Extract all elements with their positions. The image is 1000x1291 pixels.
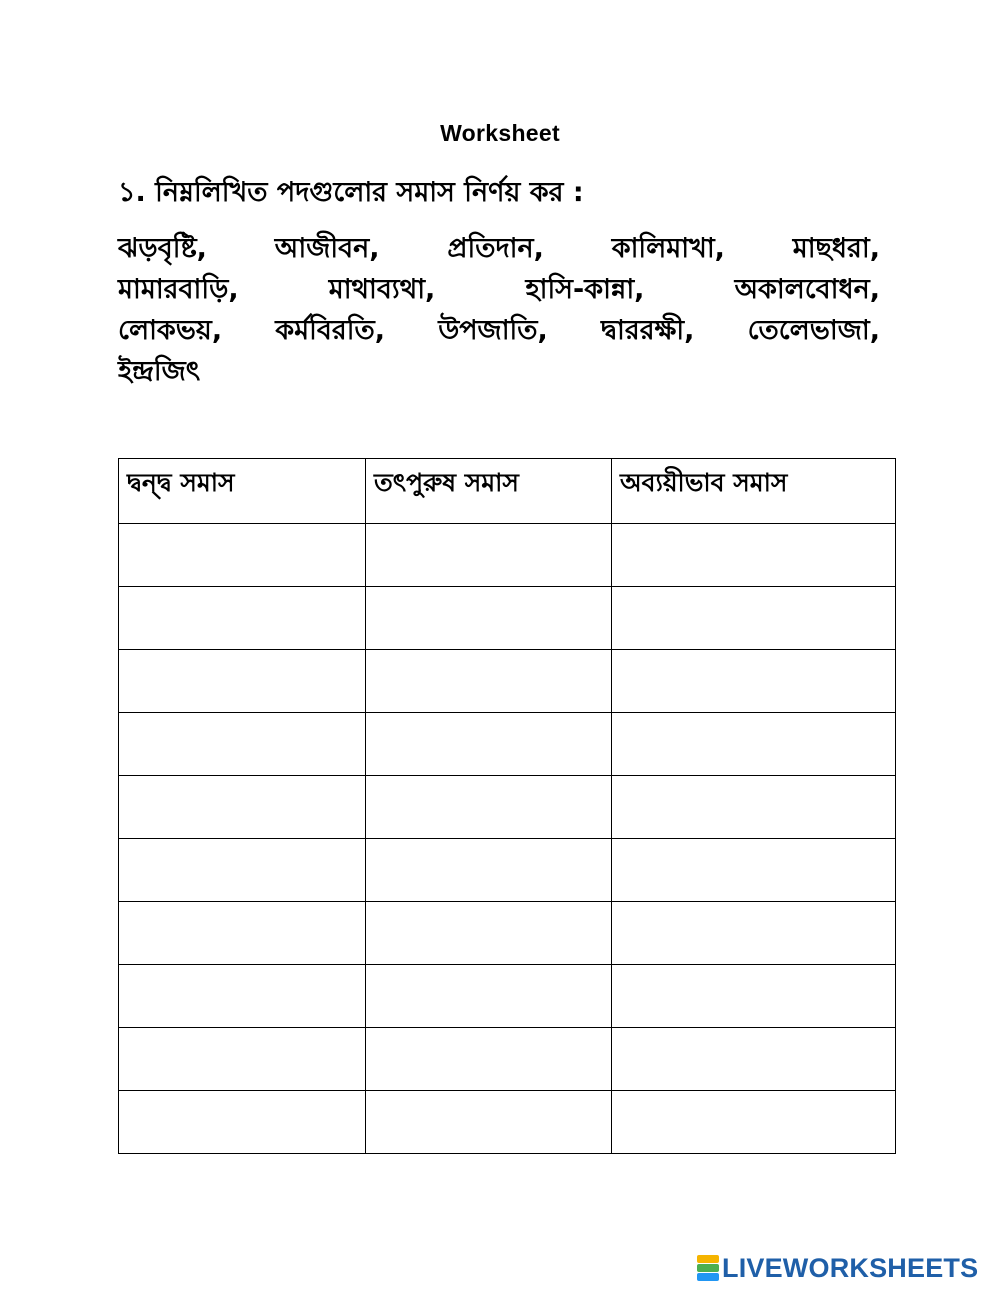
answer-cell[interactable]	[612, 587, 896, 650]
question-text: ১. নিম্নলিখিত পদগুলোর সমাস নির্ণয় কর :	[118, 177, 584, 208]
word-item: লোকভয়,	[118, 315, 223, 346]
word-line	[118, 310, 880, 351]
header-dvandva: দ্বন্দ্ব সমাস	[119, 459, 366, 524]
answer-cell[interactable]	[612, 776, 896, 839]
liveworksheets-icon	[697, 1255, 719, 1281]
word-item: ইন্দ্রজিৎ	[118, 356, 201, 387]
answer-cell[interactable]	[119, 1091, 366, 1154]
answer-cell[interactable]	[366, 713, 612, 776]
header-tatpurush: তৎপুরুষ সমাস	[366, 459, 612, 524]
table-row	[119, 650, 896, 713]
table-row	[119, 1091, 896, 1154]
word-item: তেলেভাজা,	[747, 315, 880, 346]
table-row	[119, 1028, 896, 1091]
table-row	[119, 524, 896, 587]
answer-cell[interactable]	[366, 587, 612, 650]
answer-cell[interactable]	[119, 776, 366, 839]
word-item: মাছধরা,	[792, 233, 880, 264]
table-row	[119, 902, 896, 965]
answer-cell[interactable]	[119, 713, 366, 776]
word-item: হাসি-কান্না,	[525, 274, 645, 305]
answer-cell[interactable]	[366, 1028, 612, 1091]
page-title: Worksheet	[440, 120, 560, 146]
answer-cell[interactable]	[366, 776, 612, 839]
word-line	[118, 351, 880, 392]
answer-cell[interactable]	[366, 965, 612, 1028]
answer-cell[interactable]	[612, 650, 896, 713]
answer-cell[interactable]	[366, 524, 612, 587]
word-item: আজীবন,	[274, 233, 380, 264]
answer-cell[interactable]	[119, 650, 366, 713]
table-row	[119, 713, 896, 776]
answer-cell[interactable]	[612, 713, 896, 776]
word-item: কালিমাখা,	[611, 233, 725, 264]
answer-cell[interactable]	[366, 839, 612, 902]
table-row	[119, 776, 896, 839]
brand-text: LIVEWORKSHEETS	[722, 1252, 979, 1283]
answer-cell[interactable]	[366, 902, 612, 965]
table-header-row	[119, 459, 896, 524]
table-body	[119, 524, 896, 1154]
answer-cell[interactable]	[119, 524, 366, 587]
answer-cell[interactable]	[612, 1028, 896, 1091]
answer-cell[interactable]	[119, 839, 366, 902]
word-line	[118, 269, 880, 310]
liveworksheets-logo	[697, 1253, 978, 1283]
table-row	[119, 839, 896, 902]
word-item: ঝড়বৃষ্টি,	[118, 233, 207, 264]
word-item: উপজাতি,	[438, 315, 548, 346]
table-row	[119, 587, 896, 650]
answer-cell[interactable]	[612, 839, 896, 902]
answer-cell[interactable]	[612, 524, 896, 587]
answer-table	[118, 458, 896, 1154]
word-item: মাথাব্যথা,	[328, 274, 436, 305]
answer-cell[interactable]	[119, 587, 366, 650]
answer-cell[interactable]	[366, 1091, 612, 1154]
table-row	[119, 965, 896, 1028]
answer-cell[interactable]	[612, 1091, 896, 1154]
header-abyayibhab: অব্যয়ীভাব সমাস	[612, 459, 896, 524]
word-item: মামারবাড়ি,	[118, 274, 239, 305]
answer-cell[interactable]	[366, 650, 612, 713]
word-item: অকালবোধন,	[734, 274, 880, 305]
word-item: প্রতিদান,	[447, 233, 544, 264]
answer-cell[interactable]	[119, 965, 366, 1028]
word-line	[118, 228, 880, 269]
answer-cell[interactable]	[119, 902, 366, 965]
answer-cell[interactable]	[119, 1028, 366, 1091]
answer-cell[interactable]	[612, 902, 896, 965]
word-list	[118, 228, 880, 392]
word-item: কর্মবিরতি,	[275, 315, 385, 346]
word-item: দ্বাররক্ষী,	[600, 315, 695, 346]
answer-cell[interactable]	[612, 965, 896, 1028]
